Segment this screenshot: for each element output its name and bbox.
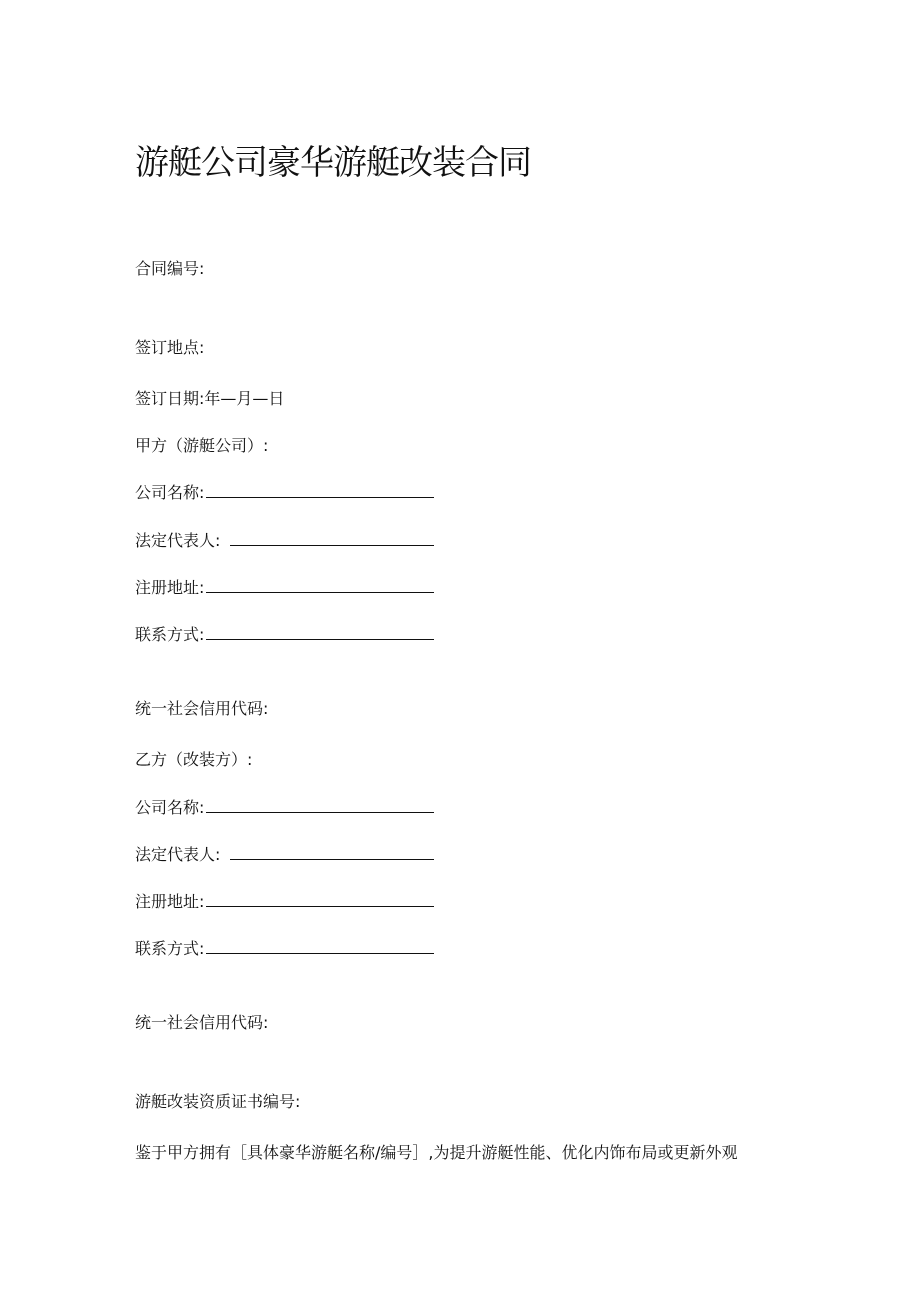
party-a-contact-blank — [206, 623, 434, 640]
party-b-contact-row — [135, 937, 434, 961]
party-b-contact-label: 联系方式: — [135, 939, 205, 958]
party-a-company-name-row — [135, 481, 434, 505]
party-b-address-label: 注册地址: — [135, 892, 205, 911]
contract-number-label: 合同编号: — [135, 259, 205, 278]
party-a-address-row — [135, 576, 434, 600]
recital-paragraph: 鉴于甲方拥有［具体豪华游艇名称/编号］,为提升游艇性能、优化内饰布局或更新外观 — [135, 1143, 738, 1162]
party-a-credit-code-label: 统一社会信用代码: — [135, 699, 269, 718]
party-a-contact-label: 联系方式: — [135, 625, 205, 644]
party-a-company-name-blank — [206, 481, 434, 498]
party-a-heading: 甲方（游艇公司）: — [135, 436, 269, 455]
party-a-address-label: 注册地址: — [135, 578, 205, 597]
party-b-legal-rep-blank — [230, 843, 434, 860]
party-b-contact-blank — [206, 937, 434, 954]
party-b-heading: 乙方（改装方）: — [135, 750, 253, 769]
party-b-legal-rep-row — [135, 843, 434, 867]
party-a-address-blank — [206, 576, 434, 593]
party-a-company-name-label: 公司名称: — [135, 483, 205, 502]
party-b-legal-rep-label: 法定代表人: — [135, 845, 221, 864]
party-b-credit-code-label: 统一社会信用代码: — [135, 1013, 269, 1032]
sign-place-label: 签订地点: — [135, 338, 205, 357]
party-b-address-blank — [206, 890, 434, 907]
party-a-legal-rep-blank — [230, 529, 434, 546]
party-a-legal-rep-label: 法定代表人: — [135, 531, 221, 550]
document-title: 游艇公司豪华游艇改装合同 — [135, 143, 531, 183]
party-a-contact-row — [135, 623, 434, 647]
party-b-company-name-label: 公司名称: — [135, 798, 205, 817]
party-b-company-name-blank — [206, 796, 434, 813]
sign-date-label: 签订日期:年—月—日 — [135, 389, 285, 408]
party-b-address-row — [135, 890, 434, 914]
party-b-qualification-label: 游艇改装资质证书编号: — [135, 1092, 301, 1111]
party-b-company-name-row — [135, 796, 434, 820]
party-a-legal-rep-row — [135, 529, 434, 553]
